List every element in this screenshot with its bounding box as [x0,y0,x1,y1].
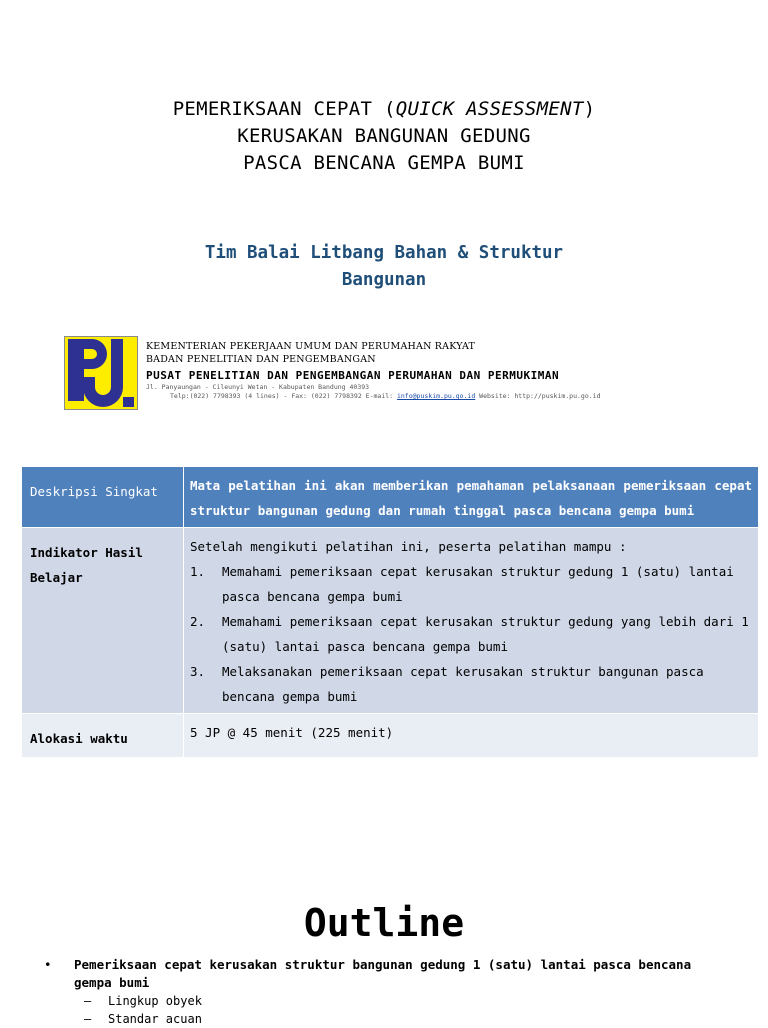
title-italic-term: QUICK ASSESSMENT [395,98,584,120]
dash-icon: – [84,994,92,1008]
center-name: PUSAT PENELITIAN DAN PENGEMBANGAN PERUMAHAN DAN PERMUKIMAN [146,369,560,382]
document-title [0,96,768,177]
letterhead [64,336,724,412]
table-cell-value [184,467,759,528]
title-line-3: PASCA BENCANA GEMPA BUMI [243,152,525,174]
subtitle-line-2: Bangunan [341,270,427,290]
outline-list [44,956,724,1028]
table-cell-value [184,528,759,714]
table-cell-value [184,714,759,758]
bullet-icon: • [44,957,52,972]
letterhead-text [146,340,601,401]
outline-item [44,956,724,992]
time-allocation: 5 JP @ 45 menit (225 menit) [190,725,394,740]
table-cell-label [22,528,184,714]
description-text: Mata pelatihan ini akan memberikan pemahaman pelaksanaan pemeriksaan cepat struktur bangunan gedung dan rumah tinggal pasca bencana gempa bumi [190,478,752,518]
table-cell-label [22,714,184,758]
table-cell-label [22,467,184,528]
email-link[interactable]: info@puskim.pu.go.id [396,392,476,400]
contact-line: Telp:(022) 7798393 (4 lines) - Fax: (022) 7798392 E-mail: info@puskim.pu.go.id Website: http://puskim.pu.go.id [170,392,601,400]
agency-name: BADAN PENELITIAN DAN PENGEMBANGAN [146,354,376,365]
list-item: 1. Memahami pemeriksaan cepat kerusakan struktur gedung 1 (satu) lantai pasca bencana gempa bumi [190,564,734,604]
title-line-1: PEMERIKSAAN CEPAT (QUICK ASSESSMENT) [172,98,596,120]
indicators-content [184,528,758,713]
indicators-intro: Setelah mengikuti pelatihan ini, peserta pelatihan mampu : [190,539,627,554]
author-subtitle [150,240,618,294]
row-label-description: Deskripsi Singkat [30,484,158,499]
outline-subitem [44,992,724,1010]
ministry-name: KEMENTERIAN PEKERJAAN UMUM DAN PERUMAHAN RAKYAT [146,341,476,352]
list-item: 3. Melaksanakan pemeriksaan cepat kerusakan struktur bangunan pasca bencana gempa bumi [190,664,704,704]
pu-logo-icon [64,336,138,410]
address: Jl. Panyaungan - Cileunyi Wetan - Kabupaten Bandung 40393 [146,383,370,391]
list-item: 2. Memahami pemeriksaan cepat kerusakan struktur gedung yang lebih dari 1 (satu) lantai pasca bencana gempa bumi [190,614,749,654]
course-info-table [21,466,759,758]
table-row [22,467,759,528]
outline-subitem-text: Standar acuan [108,1012,202,1026]
table-row [22,714,759,758]
outline-item-text: Pemeriksaan cepat kerusakan struktur bangunan gedung 1 (satu) lantai pasca bencana gempa bumi [74,957,692,990]
outline-subitem [44,1010,724,1028]
outline-heading: Outline [303,901,465,945]
row-label-indicators: Indikator Hasil Belajar [30,545,143,585]
title-line-2: KERUSAKAN BANGUNAN GEDUNG [237,125,531,147]
subtitle-line-1: Tim Balai Litbang Bahan & Struktur [204,243,564,263]
outline-subitem-text: Lingkup obyek [108,994,202,1008]
indicators-list [190,559,752,709]
row-label-time: Alokasi waktu [30,731,128,746]
dash-icon: – [84,1012,92,1026]
table-row [22,528,759,714]
